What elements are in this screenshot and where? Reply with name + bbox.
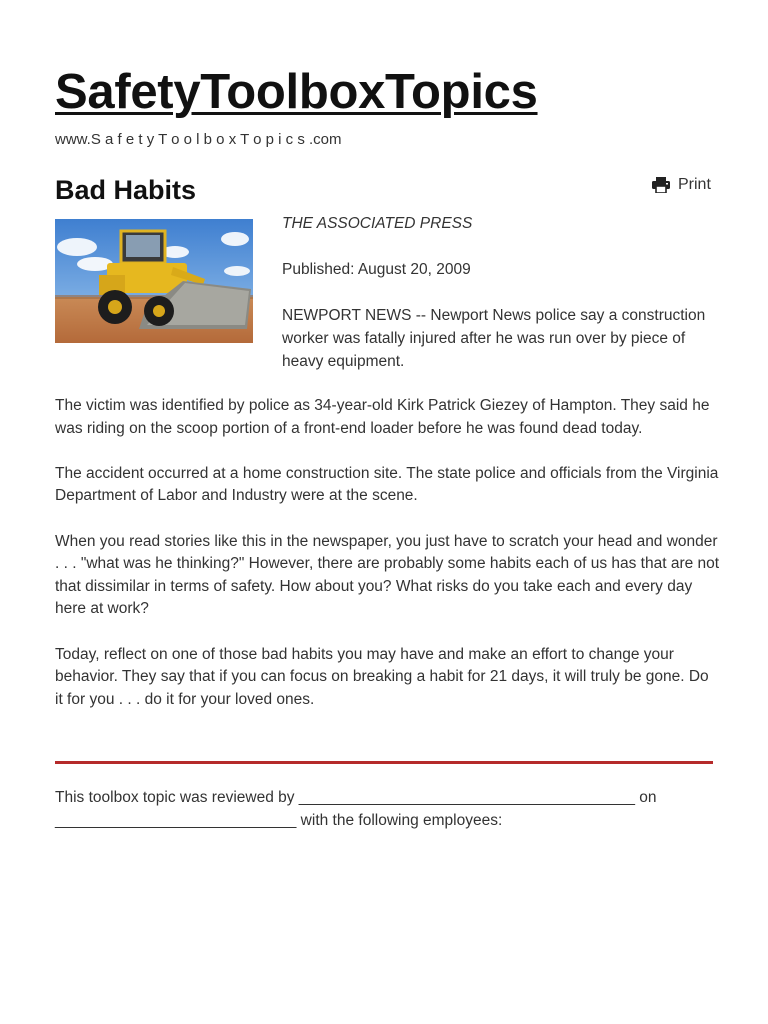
article-source: THE ASSOCIATED PRESS <box>282 215 473 232</box>
printer-icon <box>652 177 670 193</box>
print-label: Print <box>678 176 711 193</box>
article-paragraph: The accident occurred at a home construction site. The state police and officials from the Virginia Department of Labor and Industry were at the scene. <box>55 464 719 505</box>
site-url[interactable]: www.S a f e t y T o o l b o x T o p i c s .com <box>55 131 342 148</box>
article-lead: NEWPORT NEWS -- Newport News police say a construction worker was fatally injured after he was run over by piece of heavy equipment. <box>282 307 706 370</box>
article-meta <box>282 212 722 396</box>
article-title: Bad Habits <box>55 175 197 205</box>
article-paragraph: When you read stories like this in the newspaper, you just have to scratch your head and wonder . . . "what was he thinking?" However, there are probably some habits each of us has that are not that dissimilar in terms of safety. How about you? What risks do you take each and every day here at work? <box>55 532 720 618</box>
article-paragraph: Today, reflect on one of those bad habits you may have and make an effort to change your behavior. They say that if you can focus on breaking a habit for 21 days, it will truly be gone. Do it for you . . . do it for your loved ones. <box>55 645 709 708</box>
print-button[interactable] <box>652 176 711 194</box>
section-divider <box>55 761 713 764</box>
publish-date: Published: August 20, 2009 <box>282 261 471 278</box>
article-body <box>55 395 720 734</box>
article-paragraph: The victim was identified by police as 34-year-old Kirk Patrick Giezey of Hampton. They said he was riding on the scoop portion of a front-end loader before he was found dead today. <box>55 397 710 437</box>
review-statement: This toolbox topic was reviewed by _______________________________________ on ____________________________ with the following employees: <box>55 789 657 829</box>
site-title[interactable]: SafetyToolboxTopics <box>55 65 538 119</box>
front-end-loader-image <box>55 219 253 343</box>
